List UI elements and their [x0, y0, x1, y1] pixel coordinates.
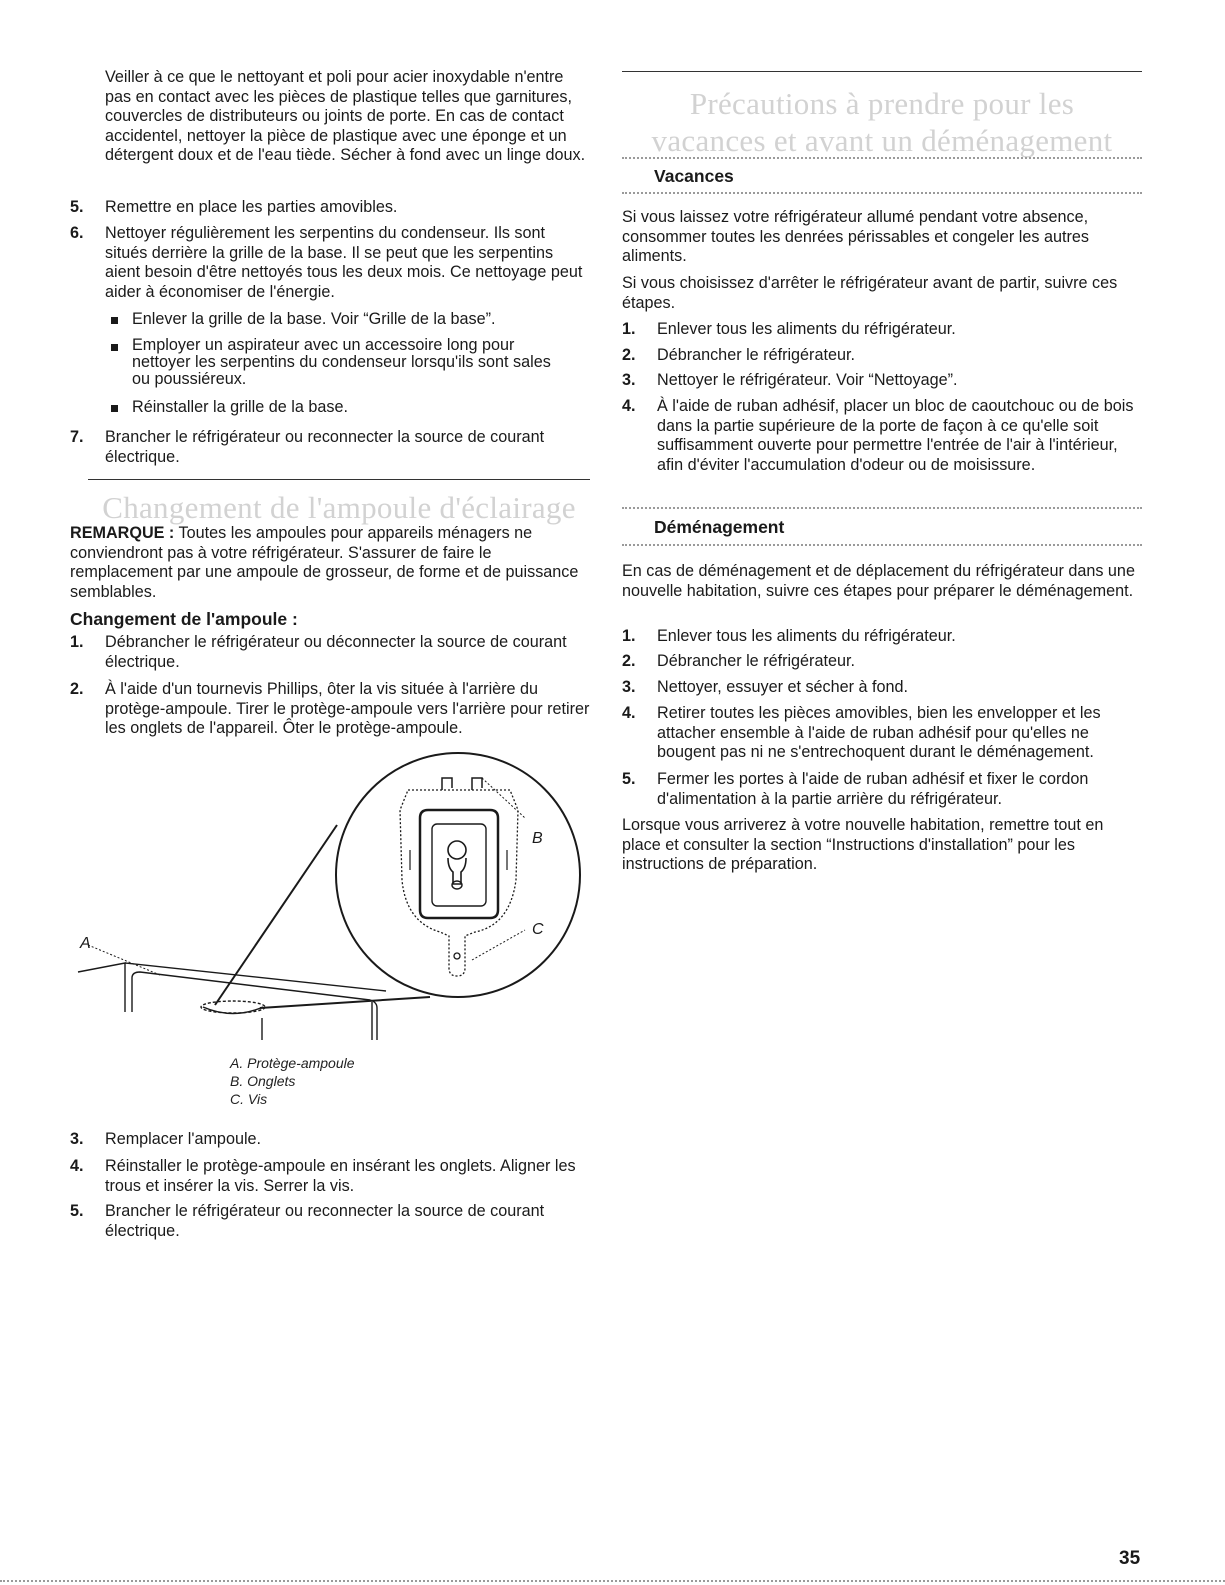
bullet-item: [70, 398, 590, 418]
caption-item: B. Onglets: [230, 1073, 296, 1089]
caption-item: C. Vis: [230, 1091, 268, 1107]
bulb-step-3: [70, 1130, 590, 1150]
step-text: À l'aide de ruban adhésif, placer un bloc de caoutchouc ou de bois dans la partie supérieure de la porte de façon à ce qu'elle soit suffisamment ouverte pour permettre l'entrée de l'air à l'intérieur, afin d'éviter l'accumulation d'odeur ou de moisissure.: [657, 397, 1134, 474]
step-number: 5.: [70, 198, 84, 216]
dotted-divider: [622, 157, 1142, 159]
step-text: Débrancher le réfrigérateur.: [657, 346, 855, 364]
step-text: Brancher le réfrigérateur ou reconnecter la source de courant électrique.: [105, 1202, 545, 1240]
moving-step-4: [622, 704, 1142, 763]
bullet-text: Employer un aspirateur avec un accessoire long pour nettoyer les serpentins du condenseur lorsqu'ils sont sales ou poussiéreux.: [132, 336, 551, 388]
step-number: 1.: [622, 320, 636, 338]
moving-step-2: [622, 652, 1142, 672]
dotted-divider: [622, 192, 1142, 194]
section-divider: [88, 479, 590, 480]
bullet-item: [70, 310, 590, 330]
cleaning-paragraph: Veiller à ce que le nettoyant et poli pour acier inoxydable n'entre pas en contact avec les pièces de plastique telles que garnitures, couvercles de distributeurs ou joints de porte. En cas de contact accidentel, nettoyer la pièce de plastique avec une éponge et un détergent doux et de l'eau tiède. Sécher à fond avec un linge doux.: [105, 68, 586, 164]
moving-step-3: [622, 678, 1142, 698]
step-number: 4.: [622, 704, 636, 722]
vacation-step-3: [622, 371, 1142, 391]
step-number: 5.: [622, 770, 636, 788]
step-number: 1.: [70, 633, 84, 651]
vacation-heading: Vacances: [654, 166, 734, 186]
bullet-square-icon: [111, 405, 118, 412]
step-number: 6.: [70, 224, 84, 242]
step-number: 3.: [70, 1130, 84, 1148]
dotted-divider: [622, 507, 1142, 509]
step-text: Débrancher le réfrigérateur ou déconnecter la source de courant électrique.: [105, 633, 567, 671]
remark-text: Toutes les ampoules pour appareils ménagers ne conviendront pas à votre réfrigérateur. S'assurer de faire le remplacement par une ampoule de grosseur, de forme et de puissance semblables.: [70, 524, 579, 601]
step-number: 7.: [70, 428, 84, 446]
step-5-remount: [70, 198, 590, 218]
step-number: 3.: [622, 371, 636, 389]
vacation-step-1: [622, 320, 1142, 340]
caption-item: A. Protège-ampoule: [230, 1055, 355, 1071]
step-text: Nettoyer, essuyer et sécher à fond.: [657, 678, 909, 696]
vacation-step-4: [622, 397, 1142, 475]
section-divider: [622, 71, 1142, 72]
step-7-reconnect: [70, 428, 590, 467]
remark-label: REMARQUE :: [70, 524, 175, 542]
moving-heading: Déménagement: [654, 517, 785, 537]
step-text: Nettoyer régulièrement les serpentins du condenseur. Ils sont situés derrière la grille de la base. Il se peut que les serpentins aient besoin d'être nettoyés tous les deux mois. Ce nettoyage peut aider à économiser de l'énergie.: [105, 224, 583, 301]
bulb-step-2: [70, 680, 590, 739]
moving-paragraph-2: Lorsque vous arriverez à votre nouvelle habitation, remettre tout en place et consulter la section “Instructions d'installation” pour les instructions de préparation.: [622, 816, 1104, 873]
step-number: 4.: [70, 1157, 84, 1175]
step-text: À l'aide d'un tournevis Phillips, ôter la vis située à l'arrière du protège-ampoule. Tirer le protège-ampoule vers l'arrière pour retirer les onglets de l'appareil. Ôter le protège-ampoule.: [105, 680, 590, 737]
step-text: Réinstaller le protège-ampoule en insérant les onglets. Aligner les trous et insérer la vis. Serrer la vis.: [105, 1157, 576, 1195]
step-number: 3.: [622, 678, 636, 696]
vacation-step-2: [622, 346, 1142, 366]
bullet-item: [70, 337, 552, 388]
bulb-step-5: [70, 1202, 590, 1241]
step-number: 4.: [622, 397, 636, 415]
step-number: 2.: [70, 680, 84, 698]
step-text: Remettre en place les parties amovibles.: [105, 198, 398, 216]
bulb-shield-diagram: [70, 750, 590, 1060]
bullet-square-icon: [111, 317, 118, 324]
step-text: Enlever tous les aliments du réfrigérateur.: [657, 320, 956, 338]
diagram-label-a: A: [80, 935, 91, 952]
precautions-section-title: Précautions à prendre pour les vacances et avant un déménagement: [651, 86, 1113, 158]
remark-paragraph: [70, 524, 590, 602]
moving-step-5: [622, 770, 1142, 809]
bulb-section-title: Changement de l'ampoule d'éclairage: [102, 490, 576, 525]
step-number: 2.: [622, 346, 636, 364]
diagram-label-b: B: [532, 830, 543, 847]
diagram-label-c: C: [532, 921, 544, 938]
vacation-paragraph-2: Si vous choisissez d'arrêter le réfrigérateur avant de partir, suivre ces étapes.: [622, 274, 1118, 312]
step-text: Remplacer l'ampoule.: [105, 1130, 262, 1148]
bulb-step-4: [70, 1157, 590, 1196]
step-number: 5.: [70, 1202, 84, 1220]
step-number: 2.: [622, 652, 636, 670]
bullet-text: Réinstaller la grille de la base.: [132, 398, 348, 416]
moving-paragraph-1: En cas de déménagement et de déplacement du réfrigérateur dans une nouvelle habitation, suivre ces étapes pour préparer le déménagement.: [622, 562, 1135, 600]
bottom-dotted-edge: [0, 1580, 1225, 1582]
page-number: 35: [1119, 1548, 1141, 1569]
step-text: Enlever tous les aliments du réfrigérateur.: [657, 627, 956, 645]
step-text: Nettoyer le réfrigérateur. Voir “Nettoyage”.: [657, 371, 958, 389]
step-text: Débrancher le réfrigérateur.: [657, 652, 855, 670]
diagram-legend: [230, 1054, 355, 1108]
step-number: 1.: [622, 627, 636, 645]
bullet-square-icon: [111, 344, 118, 351]
step-text: Brancher le réfrigérateur ou reconnecter la source de courant électrique.: [105, 428, 545, 466]
bulb-subheading: Changement de l'ampoule :: [70, 609, 298, 629]
bulb-step-1: [70, 633, 590, 672]
step-6-condenser: [70, 224, 590, 302]
dotted-divider: [622, 544, 1142, 546]
vacation-paragraph-1: Si vous laissez votre réfrigérateur allumé pendant votre absence, consommer toutes les denrées périssables et congeler les autres aliments.: [622, 208, 1089, 265]
step-text: Retirer toutes les pièces amovibles, bien les envelopper et les attacher ensemble à l'aide de ruban adhésif pour qu'elles ne bougent pas ni ne s'entrechoquent durant le déménagement.: [657, 704, 1101, 761]
moving-step-1: [622, 627, 1142, 647]
bullet-text: Enlever la grille de la base. Voir “Grille de la base”.: [132, 310, 496, 328]
step-text: Fermer les portes à l'aide de ruban adhésif et fixer le cordon d'alimentation à la partie arrière du réfrigérateur.: [657, 770, 1089, 808]
